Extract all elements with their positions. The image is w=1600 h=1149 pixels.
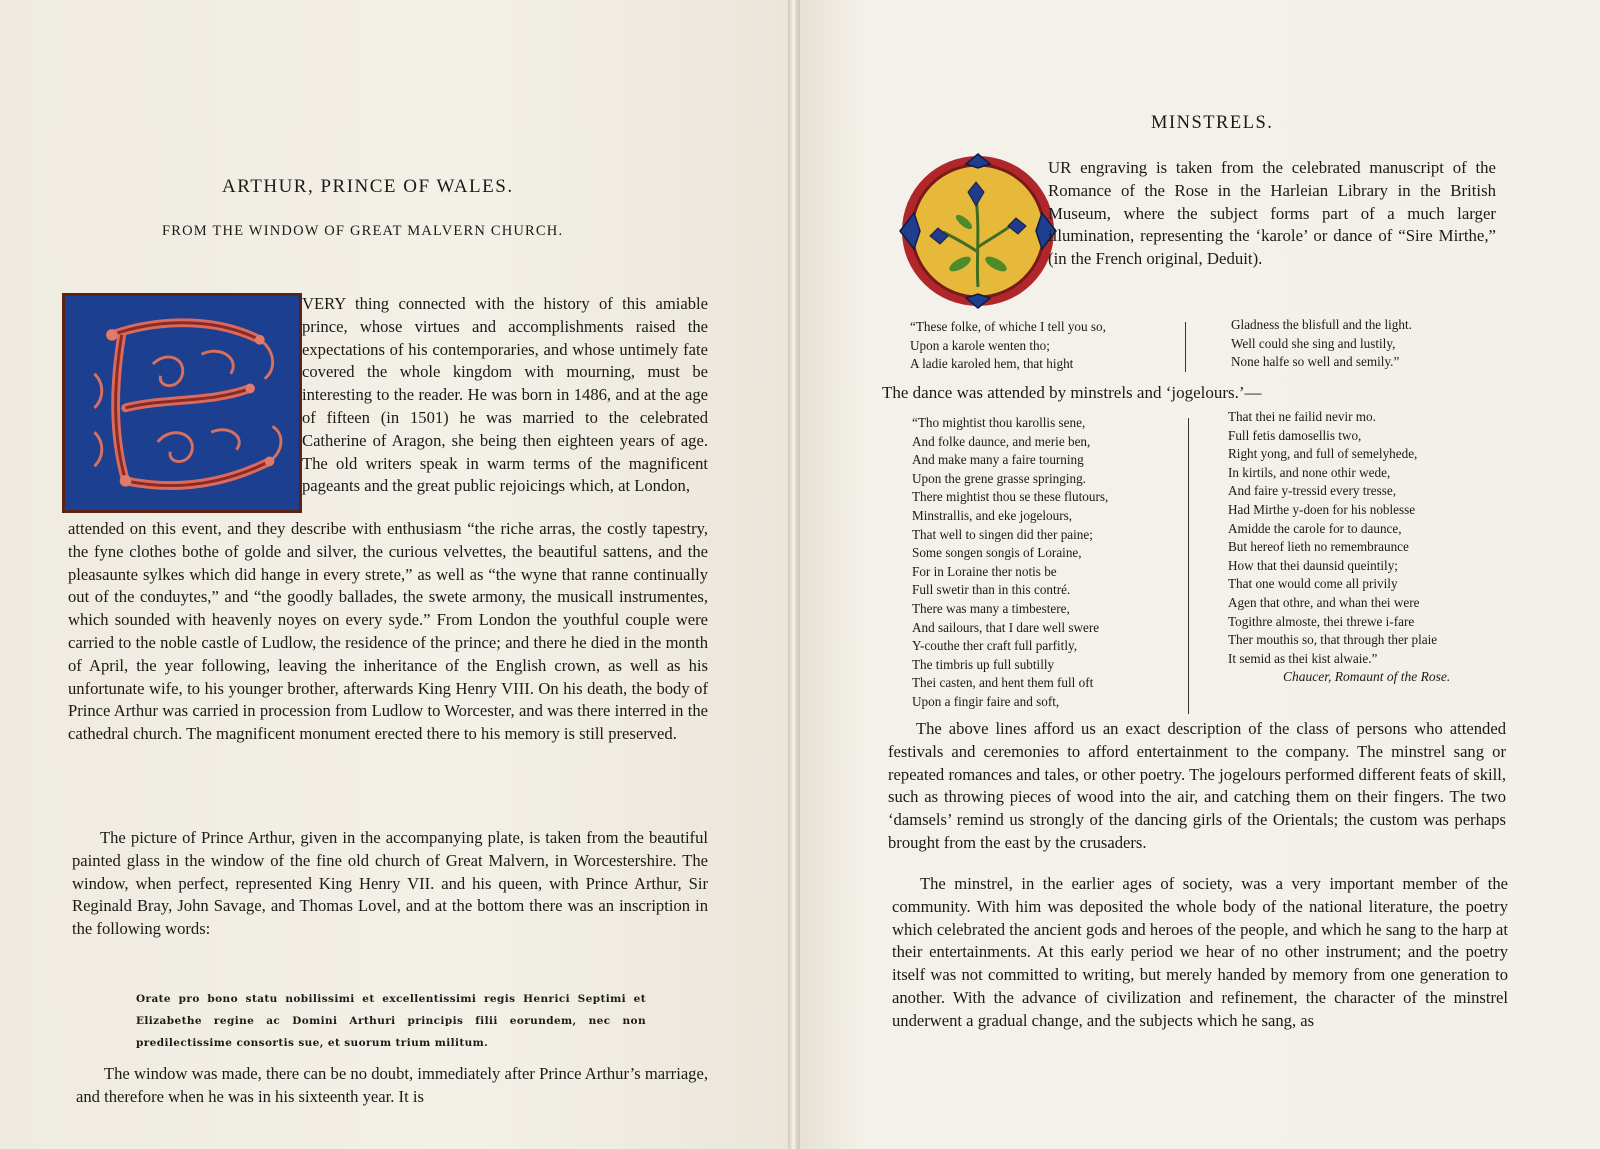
verse-line: Togithre almoste, thei threwe i-fare bbox=[1228, 613, 1415, 629]
verse-divider bbox=[1188, 418, 1189, 714]
verse-line: Upon a karole wenten tho; bbox=[910, 337, 1050, 353]
verse-line: Gladness the blisfull and the light. bbox=[1231, 317, 1412, 332]
verse-line: None halfe so well and semily.” bbox=[1231, 354, 1400, 370]
latin-inscription: Orate pro bono statu nobilissimi et excellentissimi regis Henrici Septimi et Elizabethe regine ac Domini Arthuri principis filii eorundem, nec non predilectissime consortis sue, et suorum trium militum. bbox=[136, 993, 646, 1049]
verse-line: Upon a fingir faire and soft, bbox=[912, 693, 1060, 709]
verse-line: It semid as thei kist alwaie.” bbox=[1228, 650, 1378, 666]
verse-line: Ther mouthis so, that through ther plaie bbox=[1228, 632, 1438, 648]
opening-paragraph-text: UR engraving is taken from the celebrated manuscript of the Romance of the Rose in the Harleian Library in the British Museum, where the subject forms part of a much larger illumination, representing the ‘karole’ or dance of “Sire Mirthe,” (in the French original, Deduit). bbox=[1048, 158, 1496, 269]
verse-line: The timbris up full subtilly bbox=[912, 656, 1055, 672]
verse-attribution: Chaucer, Romaunt of the Rose. bbox=[1283, 669, 1451, 684]
left-page bbox=[0, 0, 790, 1149]
verse-line: “These folke, of whiche I tell you so, bbox=[910, 319, 1106, 334]
verse-line: Thei casten, and hent them full oft bbox=[912, 675, 1094, 691]
opening-paragraph-text: VERY thing connected with the history of this amiable prince, whose virtues and accomplishments raised the expectations of his contemporaries, and whose untimely fate covered the whole kingdom with mourning, must be interesting to the reader. He was born in 1486, and at the age of fifteen (in 1501) he was married to the celebrated Catherine of Aragon, she being then eighteen years of age. The old writers speak in warm terms of the magnificent pageants and the great public rejoicings which, at London, bbox=[302, 294, 708, 496]
verse-two-right bbox=[1228, 408, 1437, 668]
opening-paragraph-head bbox=[302, 293, 708, 498]
verse-line: Right yong, and full of semelyhede, bbox=[1228, 446, 1418, 462]
paragraph-window: The picture of Prince Arthur, given in the accompanying plate, is taken from the beautiful painted glass in the window of the fine old church of Great Malvern, in Worcestershire. The window, when perfect, represented King Henry VII. and his queen, with Prince Arthur, Sir Reginald Bray, John Savage, and Thomas Lovel, and at the bottom there was an inscription in the following words: bbox=[72, 828, 708, 939]
illuminated-initial bbox=[62, 293, 302, 513]
verse-line: That well to singen did ther paine; bbox=[912, 526, 1093, 542]
verse-line: Amidde the carole for to daunce, bbox=[1228, 520, 1402, 536]
opening-paragraph-continued: attended on this event, and they describe with enthusiasm “the riche arras, the costly tapestry, the fyne clothes bothe of golde and silver, the curious velvettes, the beautiful sattens, and the pleasaunte sylkes which did hange in every strete,” as well as “the wyne that ranne continually out of the conduytes,” and “the goodly ballades, the swete armony, the musicall instrumentes, which sounded with heavenly noyes on every syde.” From London the youthful couple were carried to the noble castle of Ludlow, the residence of the prince; and there he died in the month of April, the year following, leaving the inheritance of the English crown, as well as his unfortunate wife, to his younger brother, afterwards King Henry VIII. On his death, the body of Prince Arthur was carried in procession from Ludlow to Worcester, and was there interred in the cathedral church. The magnificent monument erected there to his memory is still preserved. bbox=[68, 519, 708, 744]
verse-line: And make many a faire tourning bbox=[912, 452, 1084, 468]
illuminated-letter-o-icon bbox=[898, 152, 1058, 310]
verse-line: How that thei daunsid queintily; bbox=[1228, 557, 1398, 573]
verse-line: Full fetis damosellis two, bbox=[1228, 427, 1362, 443]
verse-line: Had Mirthe y-doen for his noblesse bbox=[1228, 501, 1416, 517]
verse-line: And faire y-tressid every tresse, bbox=[1228, 483, 1397, 499]
verse-one-right bbox=[1231, 316, 1412, 372]
verse-line: Agen that othre, and whan thei were bbox=[1228, 594, 1420, 610]
right-page bbox=[800, 0, 1600, 1149]
verse-line: That one would come all privily bbox=[1228, 576, 1398, 592]
page-title: MINSTRELS. bbox=[1151, 113, 1274, 133]
verse-one-left bbox=[910, 318, 1106, 374]
verse-divider bbox=[1185, 322, 1186, 372]
illuminated-letter-e-icon bbox=[65, 296, 299, 510]
verse-line: Y-couthe ther craft full parfitly, bbox=[912, 638, 1078, 654]
verse-line: And sailours, that I dare well swere bbox=[912, 619, 1100, 635]
verse-line: Well could she sing and lustily, bbox=[1231, 335, 1396, 351]
verse-two-left bbox=[912, 414, 1108, 712]
verse-line: In kirtils, and none othir wede, bbox=[1228, 464, 1391, 480]
paragraph-description: The above lines afford us an exact description of the class of persons who attended festivals and ceremonies to afford entertainment to the company. The minstrel sang or repeated romances and tales, or other poetry. The jogelours performed different feats of skill, such as throwing pieces of wood into the air, and catching them on their fingers. The two ‘damsels’ remind us strongly of the dancing girls of the Orientals; the custom was perhaps brought from the east by the crusaders. bbox=[888, 719, 1506, 852]
verse-line: A ladie karoled hem, that hight bbox=[910, 356, 1074, 372]
paragraph-minstrel: The minstrel, in the earlier ages of society, was a very important member of the community. With him was deposited the whole body of the national literature, the poetry which celebrated the ancient gods and heroes of the people, and which he sang to the harp at their entertainments. At this early period we hear of no other instrument; and the poetry itself was not committed to writing, but merely handed by memory from one generation to another. With the advance of civilization and refinement, the character of the minstrel underwent a gradual change, and the subjects which he sang, as bbox=[892, 874, 1508, 1030]
verse-line: “Tho mightist thou karollis sene, bbox=[912, 415, 1086, 430]
verse-line: Minstrallis, and eke jogelours, bbox=[912, 507, 1073, 523]
dance-line: The dance was attended by minstrels and ‘jogelours.’— bbox=[882, 383, 1262, 402]
verse-line: Upon the grene grasse springing. bbox=[912, 470, 1086, 486]
verse-line: And folke daunce, and merie ben, bbox=[912, 433, 1091, 449]
paragraph-marriage: The window was made, there can be no doubt, immediately after Prince Arthur’s marriage, and therefore when he was in his sixteenth year. It is bbox=[76, 1064, 708, 1106]
opening-paragraph bbox=[1048, 157, 1496, 271]
verse-line: Full swetir than in this contré. bbox=[912, 582, 1071, 598]
page-subtitle: FROM THE WINDOW OF GREAT MALVERN CHURCH. bbox=[162, 223, 564, 239]
verse-line: But hereof lieth no remembraunce bbox=[1228, 539, 1409, 555]
verse-line: Some songen songis of Loraine, bbox=[912, 545, 1082, 561]
verse-line: That thei ne failid nevir mo. bbox=[1228, 409, 1376, 424]
verse-line: There mightist thou se these flutours, bbox=[912, 489, 1109, 505]
page-title: ARTHUR, PRINCE OF WALES. bbox=[222, 176, 514, 197]
verse-line: For in Loraine ther notis be bbox=[912, 563, 1057, 579]
verse-line: There was many a timbestere, bbox=[912, 600, 1070, 616]
